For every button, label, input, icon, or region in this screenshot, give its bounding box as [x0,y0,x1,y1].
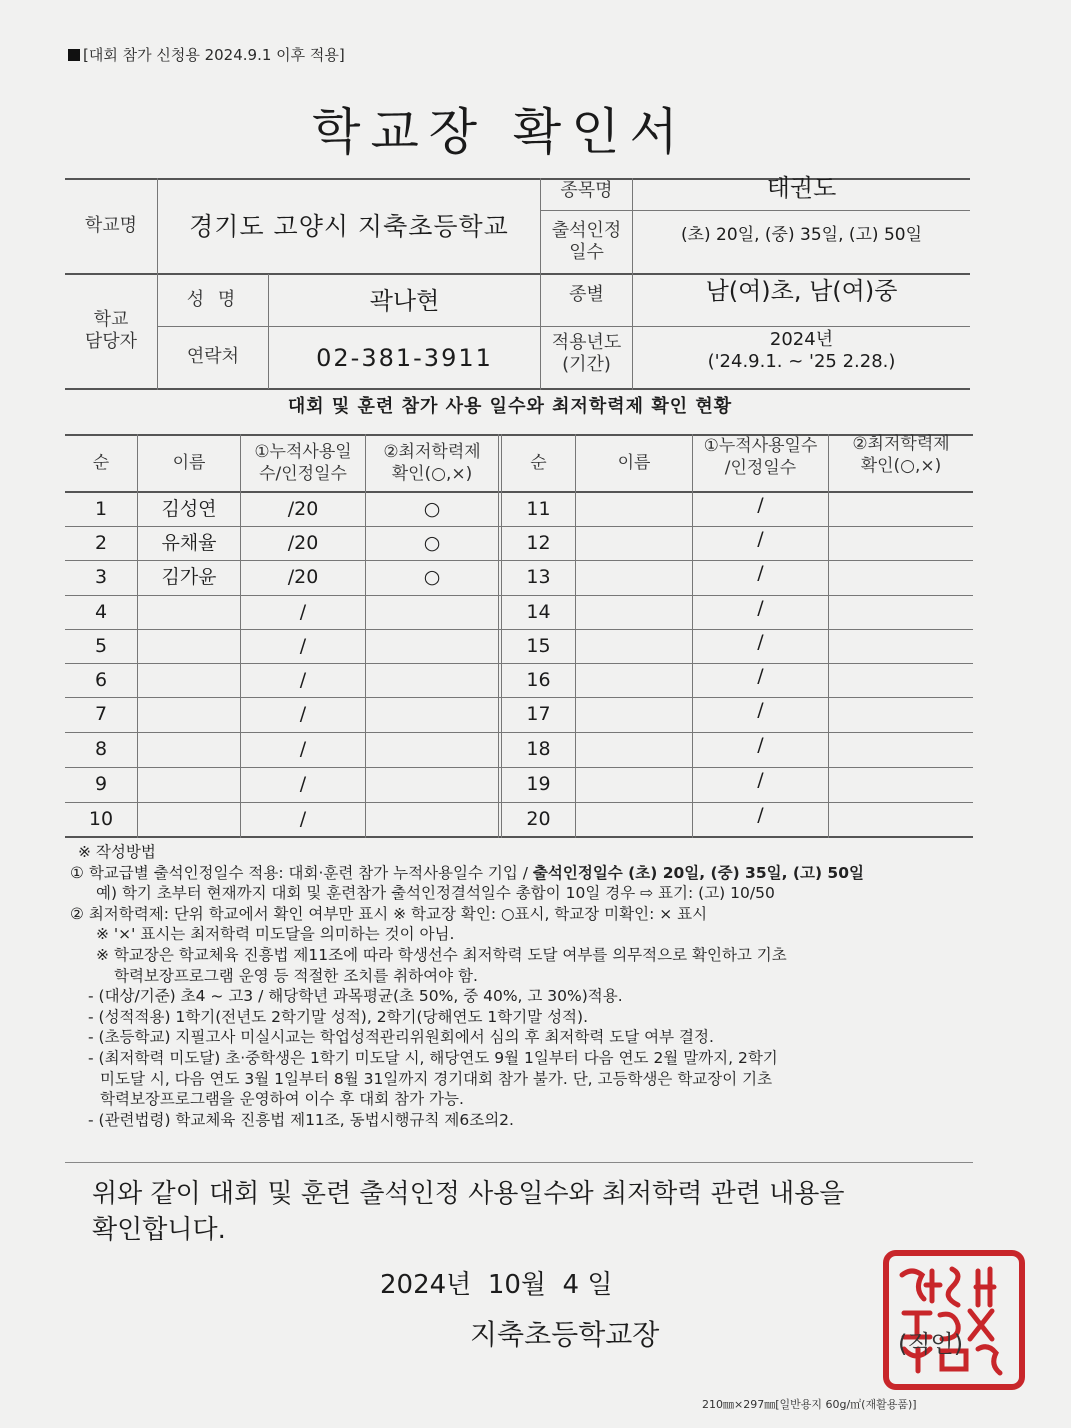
instruction-3: ※ 학교장은 학교체육 진흥법 제11조에 따라 학생선수 최저학력 도달 여부를 의무적으로 확인하고 기초 [96,945,787,964]
row-check [366,733,498,767]
row-name [138,630,240,663]
row-days: / [299,668,307,691]
bullet-square-icon [68,49,80,61]
paper-spec: 210㎜×297㎜[일반용지 60g/㎡(재활용품)] [702,1398,917,1411]
row-no: 6 [94,668,108,691]
row-no: 18 [526,738,551,761]
row-days: /20 [287,566,319,589]
row-days: / [299,634,307,657]
row-no: 10 [88,807,114,830]
confirmation-statement: 위와 같이 대회 및 훈련 출석인정 사용일수와 최저학력 관련 내용을 확인합니다. [92,1179,845,1245]
row-days: / [299,738,307,761]
detail-unmet-cont2: 학력보장프로그램을 운영하여 이수 후 대회 참가 가능. [100,1090,464,1109]
row-name [138,664,240,697]
table-title: 대회 및 훈련 참가 사용 일수와 최저학력제 확인 현황 [287,396,733,417]
row-check [366,768,498,802]
instruction-1-example: 예) 학기 초부터 현재까지 대회 및 훈련참가 출석인정결석일수 총합이 10일 경우 ⇨ 표기: (고) 10/50 [96,884,775,903]
row-days: / [757,803,764,826]
row-check [829,592,973,625]
row-days: /20 [287,531,319,554]
row-check [829,764,973,798]
row-no: 11 [526,497,551,520]
row-no: 12 [526,531,551,554]
manager-name-value: 곽나현 [369,286,440,315]
row-name [576,664,692,697]
detail-unmet: - (최저학력 미도달) 초·중학생은 1학기 미도달 시, 해당연도 9월 1일부터 다음 연도 2월 말까지, 2학기 [88,1048,778,1067]
row-name [576,698,692,732]
row-check: ○ [423,497,441,520]
seal-mark: (직인) [898,1330,964,1358]
row-check [366,803,498,836]
row-name [576,803,692,836]
row-days: / [757,699,764,722]
row-check [829,626,973,659]
row-check [366,630,498,663]
row-check [829,557,973,591]
row-name [138,803,240,836]
instructions-heading: ※ 작성방법 [78,843,156,861]
row-check [829,694,973,728]
row-name [138,768,240,802]
row-name [576,733,692,767]
detail-grades: - (성적적용) 1학기(전년도 2학기말 성적), 2학기(당해연도 1학기말 성적). [88,1007,588,1026]
attendance-days-label: 출석인정 일수 [551,219,622,263]
row-check: ○ [423,531,441,554]
document-title: 학교장 확인서 [312,103,688,161]
row-days: / [299,703,307,726]
header-check-right: ②최저학력제 확인(○,×) [852,434,950,476]
row-days: / [757,630,764,653]
contact-value: 02-381-3911 [316,343,493,372]
row-name [576,493,692,526]
row-check [366,596,498,629]
manager-name-label: 성 명 [186,289,240,311]
row-no: 2 [94,531,108,554]
row-no: 20 [526,807,551,830]
applied-year-value: 2024년 ('24.9.1. ~ '25 2.28.) [707,328,896,372]
row-check [366,664,498,697]
header-days-right: ①누적사용일수 /인정일수 [703,436,818,478]
detail-unmet-cont: 미도달 시, 다음 연도 3월 1일부터 8월 31일까지 경기대회 참가 불가. 단, 고등학생은 학교장이 기초 [100,1069,773,1088]
row-name: 유채율 [161,531,217,554]
row-days: / [299,773,307,796]
attendance-days-value: (초) 20일, (중) 35일, (고) 50일 [680,225,923,246]
gender-label: 종별 [569,283,604,305]
detail-law: - (관련법령) 학교체육 진흥법 제11조, 동법시행규칙 제6조의2. [88,1110,514,1129]
gender-value: 남(여)초, 남(여)중 [705,277,898,305]
row-no: 3 [94,566,108,589]
row-days: / [757,527,764,550]
instruction-2-note: ※ '×' 표시는 최저학력 미도달을 의미하는 것이 아님. [96,925,455,944]
instruction-3-cont: 학력보장프로그램 운영 등 적절한 조치를 취하여야 함. [114,966,478,985]
header-name-right: 이름 [617,452,651,473]
instruction-1: ① 학교급별 출석인정일수 적용: 대회·훈련 참가 누적사용일수 기입 / 출석인정일수 (초) 20일, (중) 35일, (고) 50일 [70,863,864,882]
form-version-note: [대회 참가 신청용 2024.9.1 이후 적용] [68,44,345,65]
instruction-2: ② 최저학력제: 단위 학교에서 확인 여부만 표시 ※ 학교장 확인: ○표시, 학교장 미확인: × 표시 [70,904,708,923]
row-check [829,660,973,693]
header-no-right: 순 [530,452,547,473]
row-check: ○ [423,566,441,589]
header-name: 이름 [172,452,206,473]
school-name-label: 학교명 [84,215,138,237]
row-name [576,630,692,663]
issue-date: 2024년 10월 4 일 [380,1270,613,1300]
row-no: 4 [94,600,108,623]
row-days: / [757,596,764,619]
applied-year-label: 적용년도 (기간) [551,331,622,375]
row-check [829,523,973,556]
event-value: 태권도 [766,174,837,202]
row-no: 17 [526,703,551,726]
school-name-value: 경기도 고양시 지축초등학교 [189,211,509,241]
row-no: 15 [526,634,551,657]
row-name: 김성연 [161,497,217,520]
row-name [138,698,240,732]
row-days: /20 [287,497,319,520]
contact-label: 연락처 [186,346,240,368]
row-days: / [757,562,764,585]
row-days: / [299,600,307,623]
row-check [829,799,973,832]
header-days: ①누적사용일 수/인정일수 [254,442,352,484]
row-name [138,733,240,767]
event-label: 종목명 [560,179,613,201]
row-no: 14 [526,600,551,623]
row-no: 16 [526,668,551,691]
row-no: 7 [94,703,108,726]
row-no: 8 [94,738,108,761]
instructions [70,842,975,1130]
row-name: 김가윤 [161,566,217,589]
row-no: 19 [526,773,551,796]
official-seal-icon [880,1245,1030,1395]
row-no: 5 [94,634,108,657]
row-name [138,596,240,629]
principal-name: 지축초등학교장 [470,1318,660,1351]
row-days: / [299,807,307,830]
header-no: 순 [92,452,110,473]
row-no: 13 [526,566,551,589]
detail-target: - (대상/기준) 초4 ~ 고3 / 해당학년 과목평균(초 50%, 중 40%, 고 30%)적용. [88,987,623,1006]
row-name [576,596,692,629]
row-check [366,698,498,732]
row-name [576,561,692,595]
row-days: / [757,493,764,516]
row-no: 9 [94,773,108,796]
row-name [576,768,692,802]
row-check [829,729,973,763]
header-check: ②최저학력제 확인(○,×) [383,442,481,484]
row-days: / [757,769,764,792]
row-name [576,527,692,560]
row-days: / [757,664,764,687]
row-days: / [757,734,764,757]
row-check [829,489,973,522]
school-manager-label: 학교 담당자 [84,308,138,352]
detail-elementary: - (초등학교) 지필고사 미실시교는 학업성적관리위원회에서 심의 후 최저학력 도달 여부 결정. [88,1028,714,1047]
row-no: 1 [94,497,108,520]
